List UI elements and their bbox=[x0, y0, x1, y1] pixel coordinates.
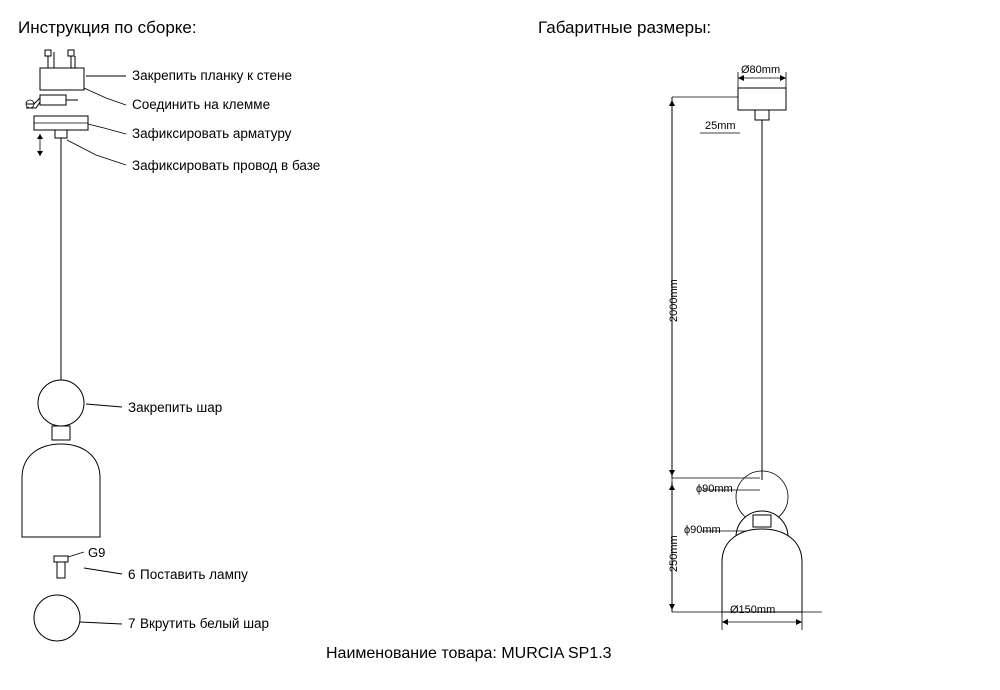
step-label-fixture: Зафиксировать арматуру bbox=[132, 126, 292, 141]
step-label-terminal: Соединить на клемме bbox=[132, 97, 271, 112]
canopy-diameter-label: Ø80mm bbox=[741, 64, 781, 76]
dimensions-heading: Габаритные размеры: bbox=[538, 18, 712, 37]
step-label-ball: Закрепить шар bbox=[128, 400, 223, 415]
ball-diameter-bottom-label: ϕ90mm bbox=[684, 524, 721, 536]
shade-section-height-label: 250mm bbox=[668, 535, 680, 572]
canopy-height-label: 25mm bbox=[705, 120, 736, 132]
assembly-heading: Инструкция по сборке: bbox=[18, 18, 197, 37]
ball-diameter-top-label: ϕ90mm bbox=[696, 483, 733, 495]
step-label-bracket: Закрепить планку к стене bbox=[132, 68, 293, 83]
lamp-socket-label: G9 bbox=[88, 545, 106, 560]
step-label-white-ball: Вкрутить белый шар bbox=[140, 616, 270, 631]
step-label-wire: Зафиксировать провод в базе bbox=[132, 158, 321, 173]
step-label-lamp: Поставить лампу bbox=[140, 567, 248, 582]
product-name-footer: Наименование товара: MURCIA SP1.3 bbox=[326, 645, 612, 662]
step-number-lamp: 6 bbox=[128, 567, 136, 582]
cord-length-label: 2000mm bbox=[668, 279, 680, 322]
shade-diameter-label: Ø150mm bbox=[730, 604, 776, 616]
step-number-white-ball: 7 bbox=[128, 616, 136, 631]
